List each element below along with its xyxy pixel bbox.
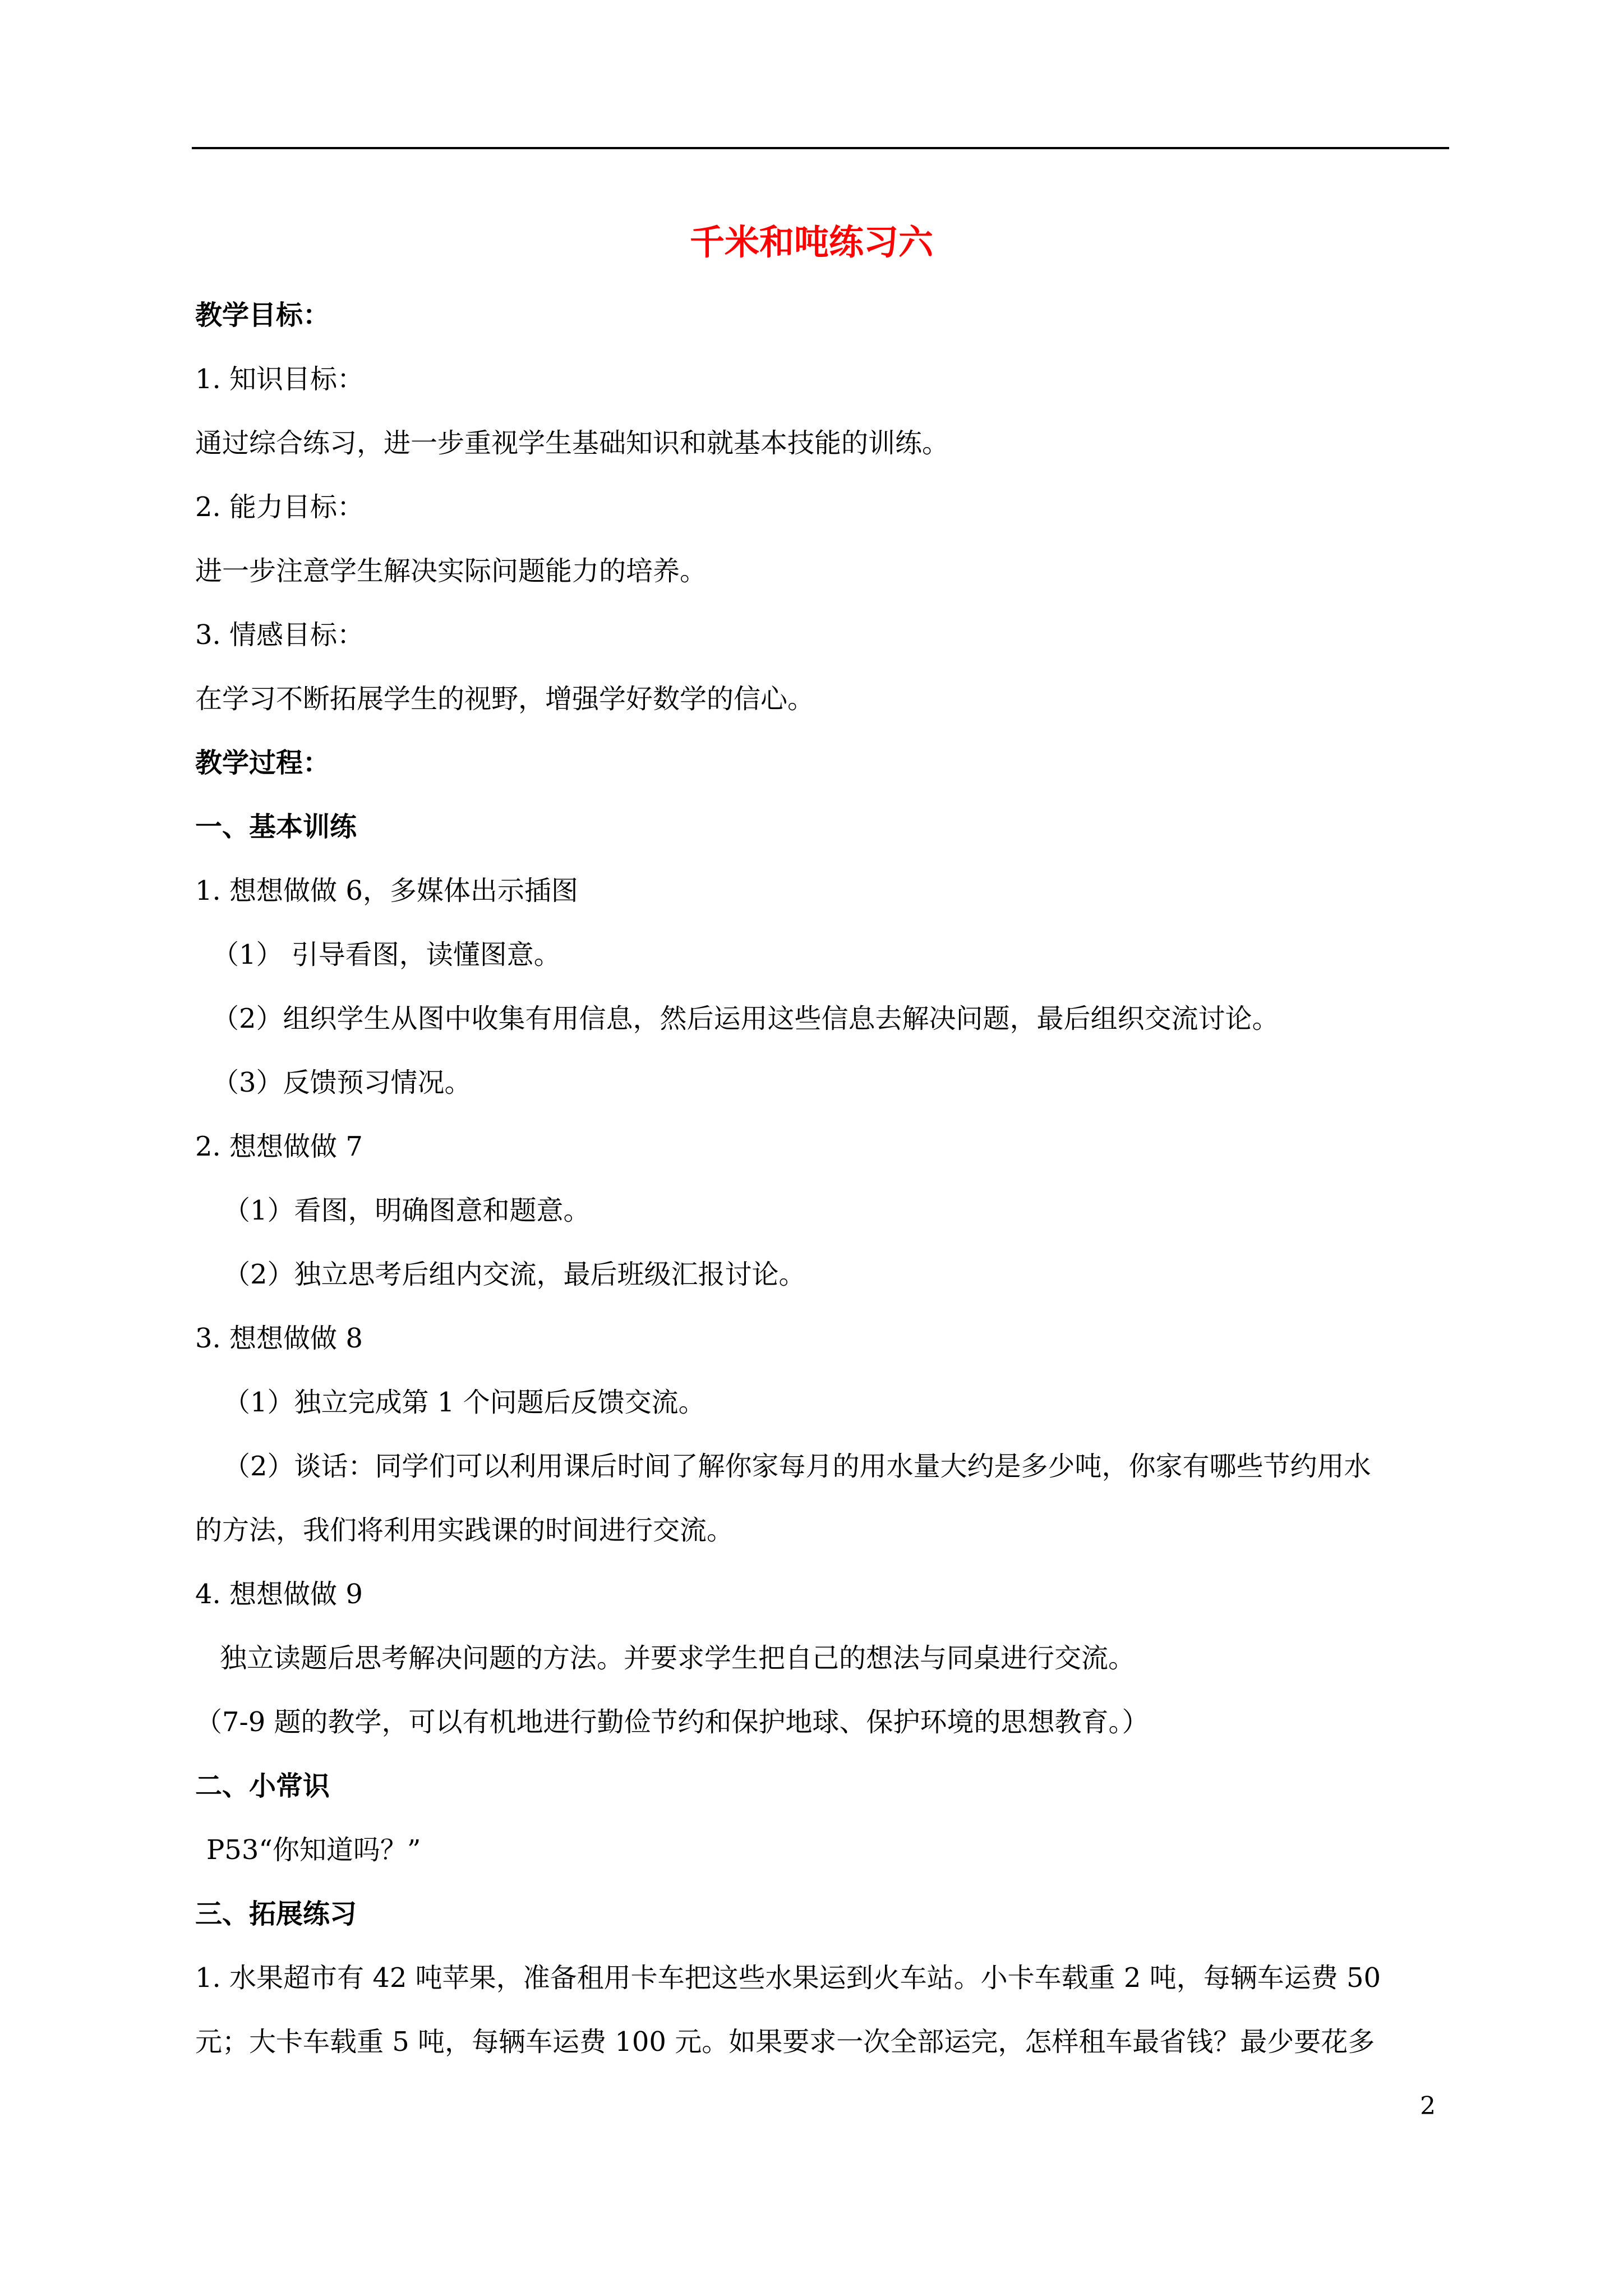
header-rule	[192, 147, 1449, 149]
item-exercise-6: 1. 想想做做 6，多媒体出示插图	[195, 875, 578, 907]
paragraph-p53: P53“你知道吗？”	[206, 1834, 421, 1866]
paragraph-ability-goal: 进一步注意学生解决实际问题能力的培养。	[195, 555, 707, 587]
sub-item-8-1: （1）独立完成第 1 个问题后反馈交流。	[223, 1387, 706, 1418]
sub-item-7-2: （2）独立思考后组内交流，最后班级汇报讨论。	[223, 1259, 806, 1290]
item-emotion-goal: 3. 情感目标：	[195, 619, 365, 651]
sub-item-8-2: （2）谈话：同学们可以利用课后时间了解你家每月的用水量大约是多少吨，你家有哪些节约用水	[223, 1451, 1371, 1482]
note-exercises-7-9: （7-9 题的教学，可以有机地进行勤俭节约和保护地球、保护环境的思想教育。）	[195, 1706, 1149, 1738]
paragraph-emotion-goal: 在学习不断拓展学生的视野，增强学好数学的信心。	[195, 683, 815, 715]
page-number: 2	[1420, 2092, 1436, 2120]
paragraph-knowledge-goal: 通过综合练习，进一步重视学生基础知识和就基本技能的训练。	[195, 427, 949, 459]
item-exercise-7: 2. 想想做做 7	[195, 1131, 363, 1162]
sub-item-6-3: （3）反馈预习情况。	[212, 1067, 472, 1098]
item-extension-1-continued: 元；大卡车载重 5 吨，每辆车运费 100 元。如果要求一次全部运完，怎样租车最省钱？最少要花多	[195, 2026, 1375, 2058]
heading-extension-practice: 三、拓展练习	[195, 1898, 357, 1930]
item-knowledge-goal: 1. 知识目标：	[195, 364, 365, 395]
item-exercise-8: 3. 想想做做 8	[195, 1323, 363, 1354]
heading-basic-training: 一、基本训练	[195, 811, 357, 843]
sub-item-6-2: （2）组织学生从图中收集有用信息，然后运用这些信息去解决问题，最后组织交流讨论。	[212, 1003, 1279, 1034]
heading-teaching-process: 教学过程：	[195, 747, 330, 779]
paragraph-exercise-9: 独立读题后思考解决问题的方法。并要求学生把自己的想法与同桌进行交流。	[220, 1642, 1136, 1674]
item-exercise-9: 4. 想想做做 9	[195, 1579, 363, 1610]
heading-teaching-goals: 教学目标：	[195, 300, 330, 331]
sub-item-7-1: （1）看图，明确图意和题意。	[223, 1195, 591, 1226]
sub-item-8-2-continued: 的方法，我们将利用实践课的时间进行交流。	[195, 1515, 734, 1546]
item-extension-1: 1. 水果超市有 42 吨苹果，准备租用卡车把这些水果运到火车站。小卡车载重 2 吨，每辆车运费 50	[195, 1962, 1381, 1994]
document-title: 千米和吨练习六	[689, 222, 933, 263]
heading-common-knowledge: 二、小常识	[195, 1770, 330, 1802]
sub-item-6-1: （1） 引导看图，读懂图意。	[212, 939, 561, 970]
item-ability-goal: 2. 能力目标：	[195, 491, 365, 523]
